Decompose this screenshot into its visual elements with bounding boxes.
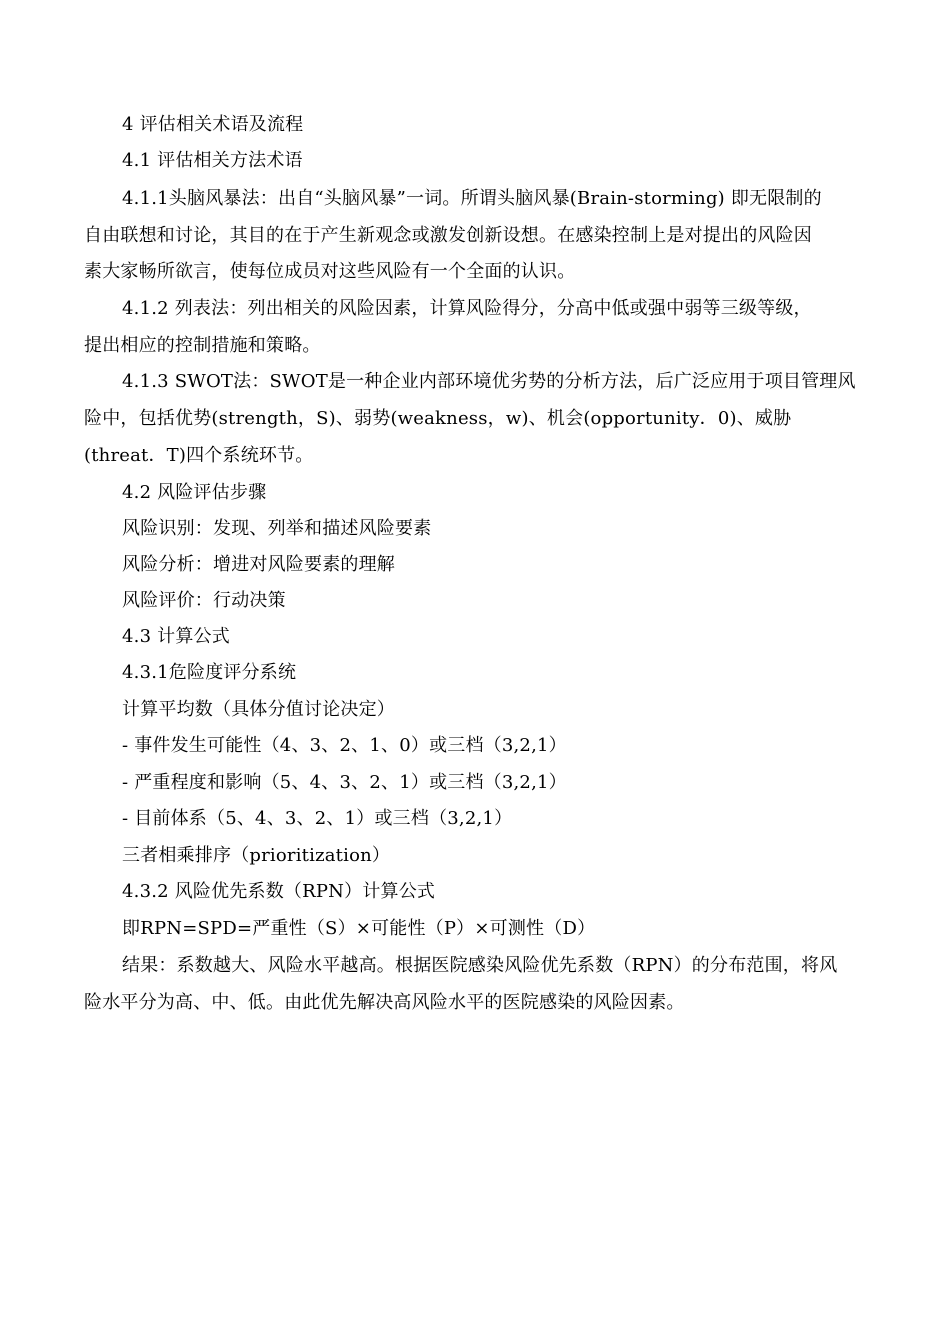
paragraph-4-1-2-line: 4.1.2 列表法：列出相关的风险因素，计算风险得分，分高中低或强中弱等三级等级， xyxy=(122,298,812,319)
average-line: 计算平均数（具体分值讨论决定） xyxy=(122,699,395,720)
paragraph-4-1-3-line: 4.1.3 SWOT法：SWOT是一种企业内部环境优劣势的分析方法，后广泛应用于项目管理风 xyxy=(122,371,856,392)
section-heading-4-3: 4.3 计算公式 xyxy=(122,626,230,647)
formula-line: 即RPN=SPD=严重性（S）×可能性（P）×可测性（D） xyxy=(122,918,596,939)
result-line: 险水平分为高、中、低。由此优先解决高风险水平的医院感染的风险因素。 xyxy=(84,992,685,1013)
step-item: 风险分析：增进对风险要素的理解 xyxy=(122,554,395,575)
section-heading-4-3-1: 4.3.1危险度评分系统 xyxy=(122,662,297,683)
prioritization-line: 三者相乘排序（prioritization） xyxy=(122,845,391,866)
bullet-item: - 事件发生可能性（4、3、2、1、0）或三档（3,2,1） xyxy=(122,735,567,756)
paragraph-4-1-2-line: 提出相应的控制措施和策略。 xyxy=(84,335,321,356)
section-heading-4-3-2: 4.3.2 风险优先系数（RPN）计算公式 xyxy=(122,881,436,902)
paragraph-4-1-1-line: 素大家畅所欲言，使每位成员对这些风险有一个全面的认识。 xyxy=(84,261,576,282)
paragraph-4-1-1-line: 自由联想和讨论，其目的在于产生新观念或激发创新设想。在感染控制上是对提出的风险因 xyxy=(84,225,812,246)
paragraph-4-1-3-line: 险中，包括优势(strength，S)、弱势(weakness，w)、机会(opportunity．0)、威胁 xyxy=(84,408,792,429)
bullet-item: - 目前体系（5、4、3、2、1）或三档（3,2,1） xyxy=(122,808,513,829)
paragraph-4-1-1-line: 4.1.1头脑风暴法：出自“头脑风暴”一词。所谓头脑风暴(Brain-storming) 即无限制的 xyxy=(122,188,822,209)
paragraph-4-1-3-line: (threat．T)四个系统环节。 xyxy=(84,445,314,466)
result-line: 结果：系数越大、风险水平越高。根据医院感染风险优先系数（RPN）的分布范围，将风 xyxy=(122,955,838,976)
section-heading-4: 4 评估相关术语及流程 xyxy=(122,114,304,135)
section-heading-4-2: 4.2 风险评估步骤 xyxy=(122,482,267,503)
bullet-item: - 严重程度和影响（5、4、3、2、1）或三档（3,2,1） xyxy=(122,772,567,793)
section-heading-4-1: 4.1 评估相关方法术语 xyxy=(122,150,303,171)
step-item: 风险评价：行动决策 xyxy=(122,590,286,611)
step-item: 风险识别：发现、列举和描述风险要素 xyxy=(122,518,432,539)
